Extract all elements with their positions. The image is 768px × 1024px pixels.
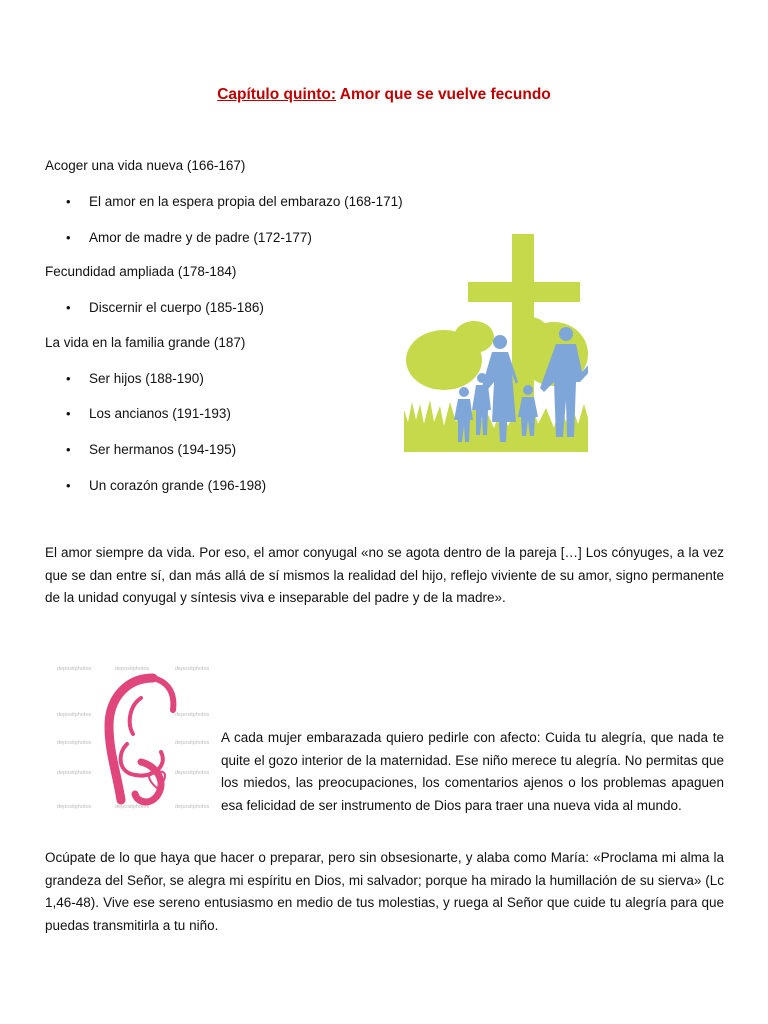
chapter-subtitle: Amor que se vuelve fecundo [339, 86, 551, 103]
family-cross-illustration [404, 232, 588, 452]
list-item: El amor en la espera propia del embarazo (168-171) [89, 194, 403, 209]
list-item: Un corazón grande (196-198) [89, 478, 267, 493]
pregnant-woman-icon [57, 664, 211, 818]
list-item: Amor de madre y de padre (172-177) [89, 230, 312, 245]
list-item: Los ancianos (191-193) [89, 406, 231, 421]
bullet-icon: • [66, 406, 71, 421]
chapter-title [0, 86, 768, 104]
bullet-icon: • [66, 478, 71, 493]
watermark-text: depositphotos [175, 804, 210, 810]
bullet-icon: • [66, 371, 71, 386]
section-heading: Acoger una vida nueva (166-167) [45, 158, 246, 173]
watermark-text: depositphotos [175, 740, 210, 746]
list-item: Discernir el cuerpo (185-186) [89, 300, 264, 315]
bullet-icon: • [66, 300, 71, 315]
chapter-number: Capítulo quinto: [217, 86, 337, 103]
section-heading: La vida en la familia grande (187) [45, 335, 246, 350]
watermark-text: depositphotos [115, 804, 150, 810]
watermark-text: depositphotos [175, 712, 210, 718]
watermark-text: depositphotos [57, 712, 92, 718]
list-item: Ser hijos (188-190) [89, 371, 204, 386]
watermark-text: depositphotos [175, 666, 210, 672]
paragraph: Ocúpate de lo que haya que hacer o preparar, pero sin obsesionarte, y alaba como María: «Proclama mi alma la grandeza del Señor, se alegra mi espíritu en Dios, mi salvador; porque ha mirado la humillación de su sierva» (Lc 1,46-48). Vive ese sereno entusiasmo en medio de tus molestias, y ruega al Señor que cuide tu alegría para que puedas transmitirla a tu niño. [45, 850, 724, 933]
watermark-text: depositphotos [57, 770, 92, 776]
bullet-icon: • [66, 442, 71, 457]
watermark-text: depositphotos [57, 666, 92, 672]
section-heading: Fecundidad ampliada (178-184) [45, 264, 237, 279]
list-item: Ser hermanos (194-195) [89, 442, 237, 457]
watermark-text: depositphotos [57, 740, 92, 746]
paragraph: El amor siempre da vida. Por eso, el amor conyugal «no se agota dentro de la pareja […] Los cónyuges, a la vez que se dan entre sí, dan más allá de sí mismos la realidad del hijo, reflejo viviente de su amor, signo permanente de la unidad conyugal y síntesis viva e inseparable del padre y de la madre». [45, 545, 724, 605]
watermark-text: depositphotos [57, 804, 92, 810]
bullet-icon: • [66, 194, 71, 209]
paragraph: A cada mujer embarazada quiero pedirle con afecto: Cuida tu alegría, que nada te quite el gozo interior de la maternidad. Ese niño merece tu alegría. No permitas que los miedos, las preocupaciones, los comentarios ajenos o los problemas apaguen esa felicidad de ser instrumento de Dios para traer una nueva vida al mundo. [221, 730, 724, 813]
pregnancy-illustration [57, 664, 211, 818]
watermark-text: depositphotos [175, 770, 210, 776]
watermark-text: depositphotos [115, 666, 150, 672]
bullet-icon: • [66, 230, 71, 245]
